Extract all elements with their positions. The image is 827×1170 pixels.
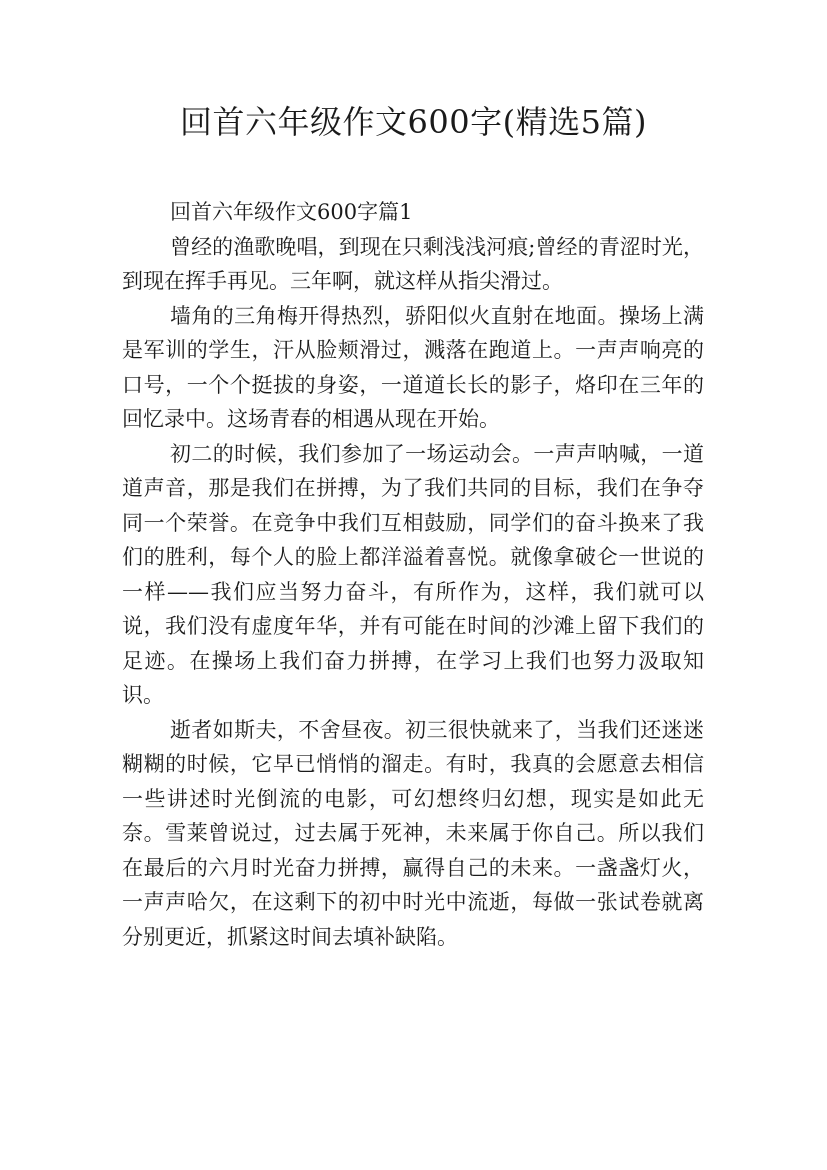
paragraph-2: 墙角的三角梅开得热烈，骄阳似火直射在地面。操场上满是军训的学生，汗从脸颊滑过，溅落在跑道上。一声声响亮的口号，一个个挺拔的身姿，一道道长长的影子，烙印在三年的回忆录中。这场青春的相遇从现在开始。 [122, 303, 704, 431]
paragraph-3: 初二的时候，我们参加了一场运动会。一声声呐喊，一道道声音，那是我们在拼搏，为了我们共同的目标，我们在争夺同一个荣誉。在竞争中我们互相鼓励，同学们的奋斗换来了我们的胜利，每个人的脸上都洋溢着喜悦。就像拿破仑一世说的一样——我们应当努力奋斗，有所作为，这样，我们就可以说，我们没有虚度年华，并有可能在时间的沙滩上留下我们的足迹。在操场上我们奋力拼搏，在学习上我们也努力汲取知识。 [122, 441, 704, 707]
document-body [122, 195, 704, 954]
section-heading: 回首六年级作文600字篇1 [170, 200, 413, 224]
document-title: 回首六年级作文600字(精选5篇) [180, 103, 647, 141]
paragraph-4: 逝者如斯夫，不舍昼夜。初三很快就来了，当我们还迷迷糊糊的时候，它早已悄悄的溜走。有时，我真的会愿意去相信一些讲述时光倒流的电影，可幻想终归幻想，现实是如此无奈。雪莱曾说过，过去属于死神，未来属于你自己。所以我们在最后的六月时光奋力拼搏，赢得自己的未来。一盏盏灯火，一声声哈欠，在这剩下的初中时光中流逝，每做一张试卷就离分别更近，抓紧这时间去填补缺陷。 [122, 717, 704, 949]
paragraph-1: 曾经的渔歌晚唱，到现在只剩浅浅河痕;曾经的青涩时光，到现在挥手再见。三年啊，就这样从指尖滑过。 [122, 234, 704, 293]
